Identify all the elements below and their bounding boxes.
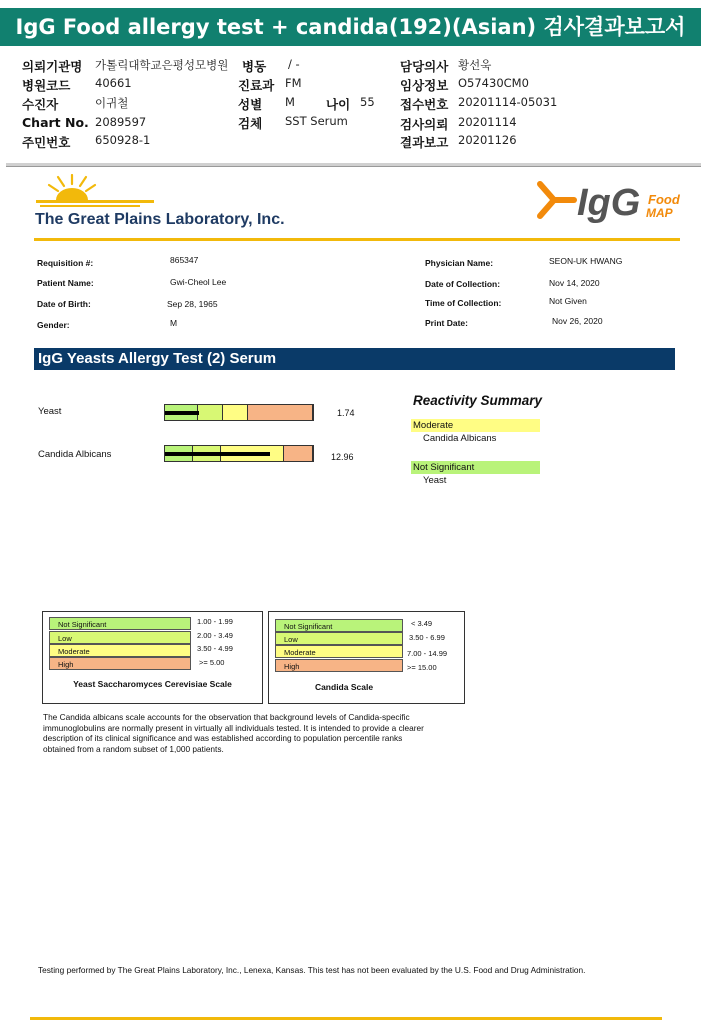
age-value: 55 [360,95,375,109]
scale-range: 1.00 - 1.99 [197,617,233,626]
scale-range: 2.00 - 3.49 [197,631,233,640]
gold-divider [34,238,680,241]
level-bar-candida [165,452,270,456]
print-date-value: Nov 26, 2020 [552,316,603,326]
recipient-label: 수진자 [22,97,59,112]
candida-scale-note: The Candida albicans scale accounts for the observation that background levels of Candida-specific immunoglobulins are normally present in virtually all individuals tested. It is intended to provide a clearer description of its clinical significance and was established according to population percentile ranks obtained from a random subset of 1,000 patients. [43,712,424,755]
result-name-candida: Candida Albicans [38,449,112,460]
summary-item-candida: Candida Albicans [423,433,497,444]
specimen-value: SST Serum [285,114,348,128]
antibody-logo-icon [532,176,578,222]
collection-time-label: Time of Collection: [425,298,502,308]
report-date-label: 결과보고 [400,135,449,150]
doctor-label: 담당의사 [400,59,449,74]
collection-date-value: Nov 14, 2020 [549,278,600,288]
requisition-label: Requisition #: [37,258,94,268]
sex-value: M [285,95,295,109]
summary-item-yeast: Yeast [423,475,447,486]
patient-name-label: Patient Name: [37,278,94,288]
section-title: IgG Yeasts Allergy Test (2) Serum [34,348,675,370]
dob-label: Date of Birth: [37,299,91,309]
gauge-segment-low [198,405,223,420]
gender-value: M [170,318,178,328]
resident-value: 650928-1 [95,133,151,147]
scale-range: >= 15.00 [407,663,437,672]
clinical-value: O57430CM0 [458,76,529,90]
gauge-segment-high [284,446,313,461]
gauge-segment-high [248,405,313,420]
summary-title: Reactivity Summary [413,393,543,408]
scale-range: 3.50 - 4.99 [197,644,233,653]
scale-row-low: Low [275,632,403,645]
summary-level-moderate: Moderate [411,419,540,432]
collection-date-label: Date of Collection: [425,279,501,289]
logo-igg: IgG [577,182,641,224]
specimen-label: 검체 [238,116,263,131]
institution-value: 가톨릭대학교은평성모병원 [95,58,229,72]
gauge-candida [164,445,314,462]
scale-row-low: Low [49,631,191,644]
scale-row-high: High [49,657,191,670]
collection-time-value: Not Given [549,296,587,306]
age-label: 나이 [326,97,351,112]
scale-row-not-significant: Not Significant [275,619,403,632]
scale-row-high: High [275,659,403,672]
level-bar-yeast [165,411,199,415]
request-value: 20201114 [458,115,517,129]
clinical-label: 임상정보 [400,78,449,93]
dept-value: FM [285,76,302,90]
hospital-code-label: 병원코드 [22,78,71,93]
summary-level-not-significant: Not Significant [411,461,540,474]
scale-title: Candida Scale [314,682,374,692]
result-name-yeast: Yeast [38,406,62,417]
scale-range: >= 5.00 [199,658,225,667]
request-label: 검사의뢰 [400,117,449,132]
ward-label: 병동 [242,59,267,74]
recipient-value: 이귀철 [95,96,129,110]
footer-disclaimer: Testing performed by The Great Plains Laboratory, Inc., Lenexa, Kansas. This test has not been evaluated by the U.S. Food and Drug Administration. [38,965,586,975]
gauge-segment-moderate [223,405,248,420]
patient-name-value: Gwi-Cheol Lee [170,277,227,287]
result-value-yeast: 1.74 [337,408,355,418]
header-divider [6,163,701,167]
physician-label: Physician Name: [425,258,494,268]
scale-range: 7.00 - 14.99 [407,649,448,658]
receipt-label: 접수번호 [400,97,449,112]
sex-label: 성별 [238,97,263,112]
requisition-value: 865347 [170,255,199,265]
resident-label: 주민번호 [22,135,71,150]
doctor-value: 황선욱 [458,58,492,72]
print-date-label: Print Date: [425,318,468,328]
lab-name: The Great Plains Laboratory, Inc. [35,211,285,228]
report-date-value: 20201126 [458,133,517,147]
footer-divider [30,1017,662,1020]
scale-row-not-significant: Not Significant [49,617,191,630]
chart-value: 2089597 [95,115,147,129]
result-value-candida: 12.96 [331,452,354,462]
sun-logo-icon [36,174,160,212]
physician-value: SEON-UK HWANG [549,256,623,266]
institution-label: 의뢰기관명 [22,59,83,74]
logo-food: Food [648,192,680,207]
dept-label: 진료과 [238,78,275,93]
report-title: IgG Food allergy test + candida(192)(Asian) 검사결과보고서 [0,8,701,46]
hospital-code-value: 40661 [95,76,132,90]
gauge-yeast [164,404,314,421]
chart-label: Chart No. [22,115,89,130]
dob-value: Sep 28, 1965 [167,299,218,309]
scale-row-moderate: Moderate [49,644,191,657]
receipt-value: 20201114-05031 [458,95,558,109]
ward-value: / - [288,57,300,71]
scale-range: < 3.49 [411,619,433,628]
logo-map: MAP [646,206,673,220]
scale-title: Yeast Saccharomyces Cerevisiae Scale [73,679,232,689]
scale-row-moderate: Moderate [275,645,403,658]
candida-scale-box [268,611,465,704]
gender-label: Gender: [37,320,70,330]
yeast-scale-box [42,611,263,704]
scale-range: 3.50 - 6.99 [409,633,445,642]
